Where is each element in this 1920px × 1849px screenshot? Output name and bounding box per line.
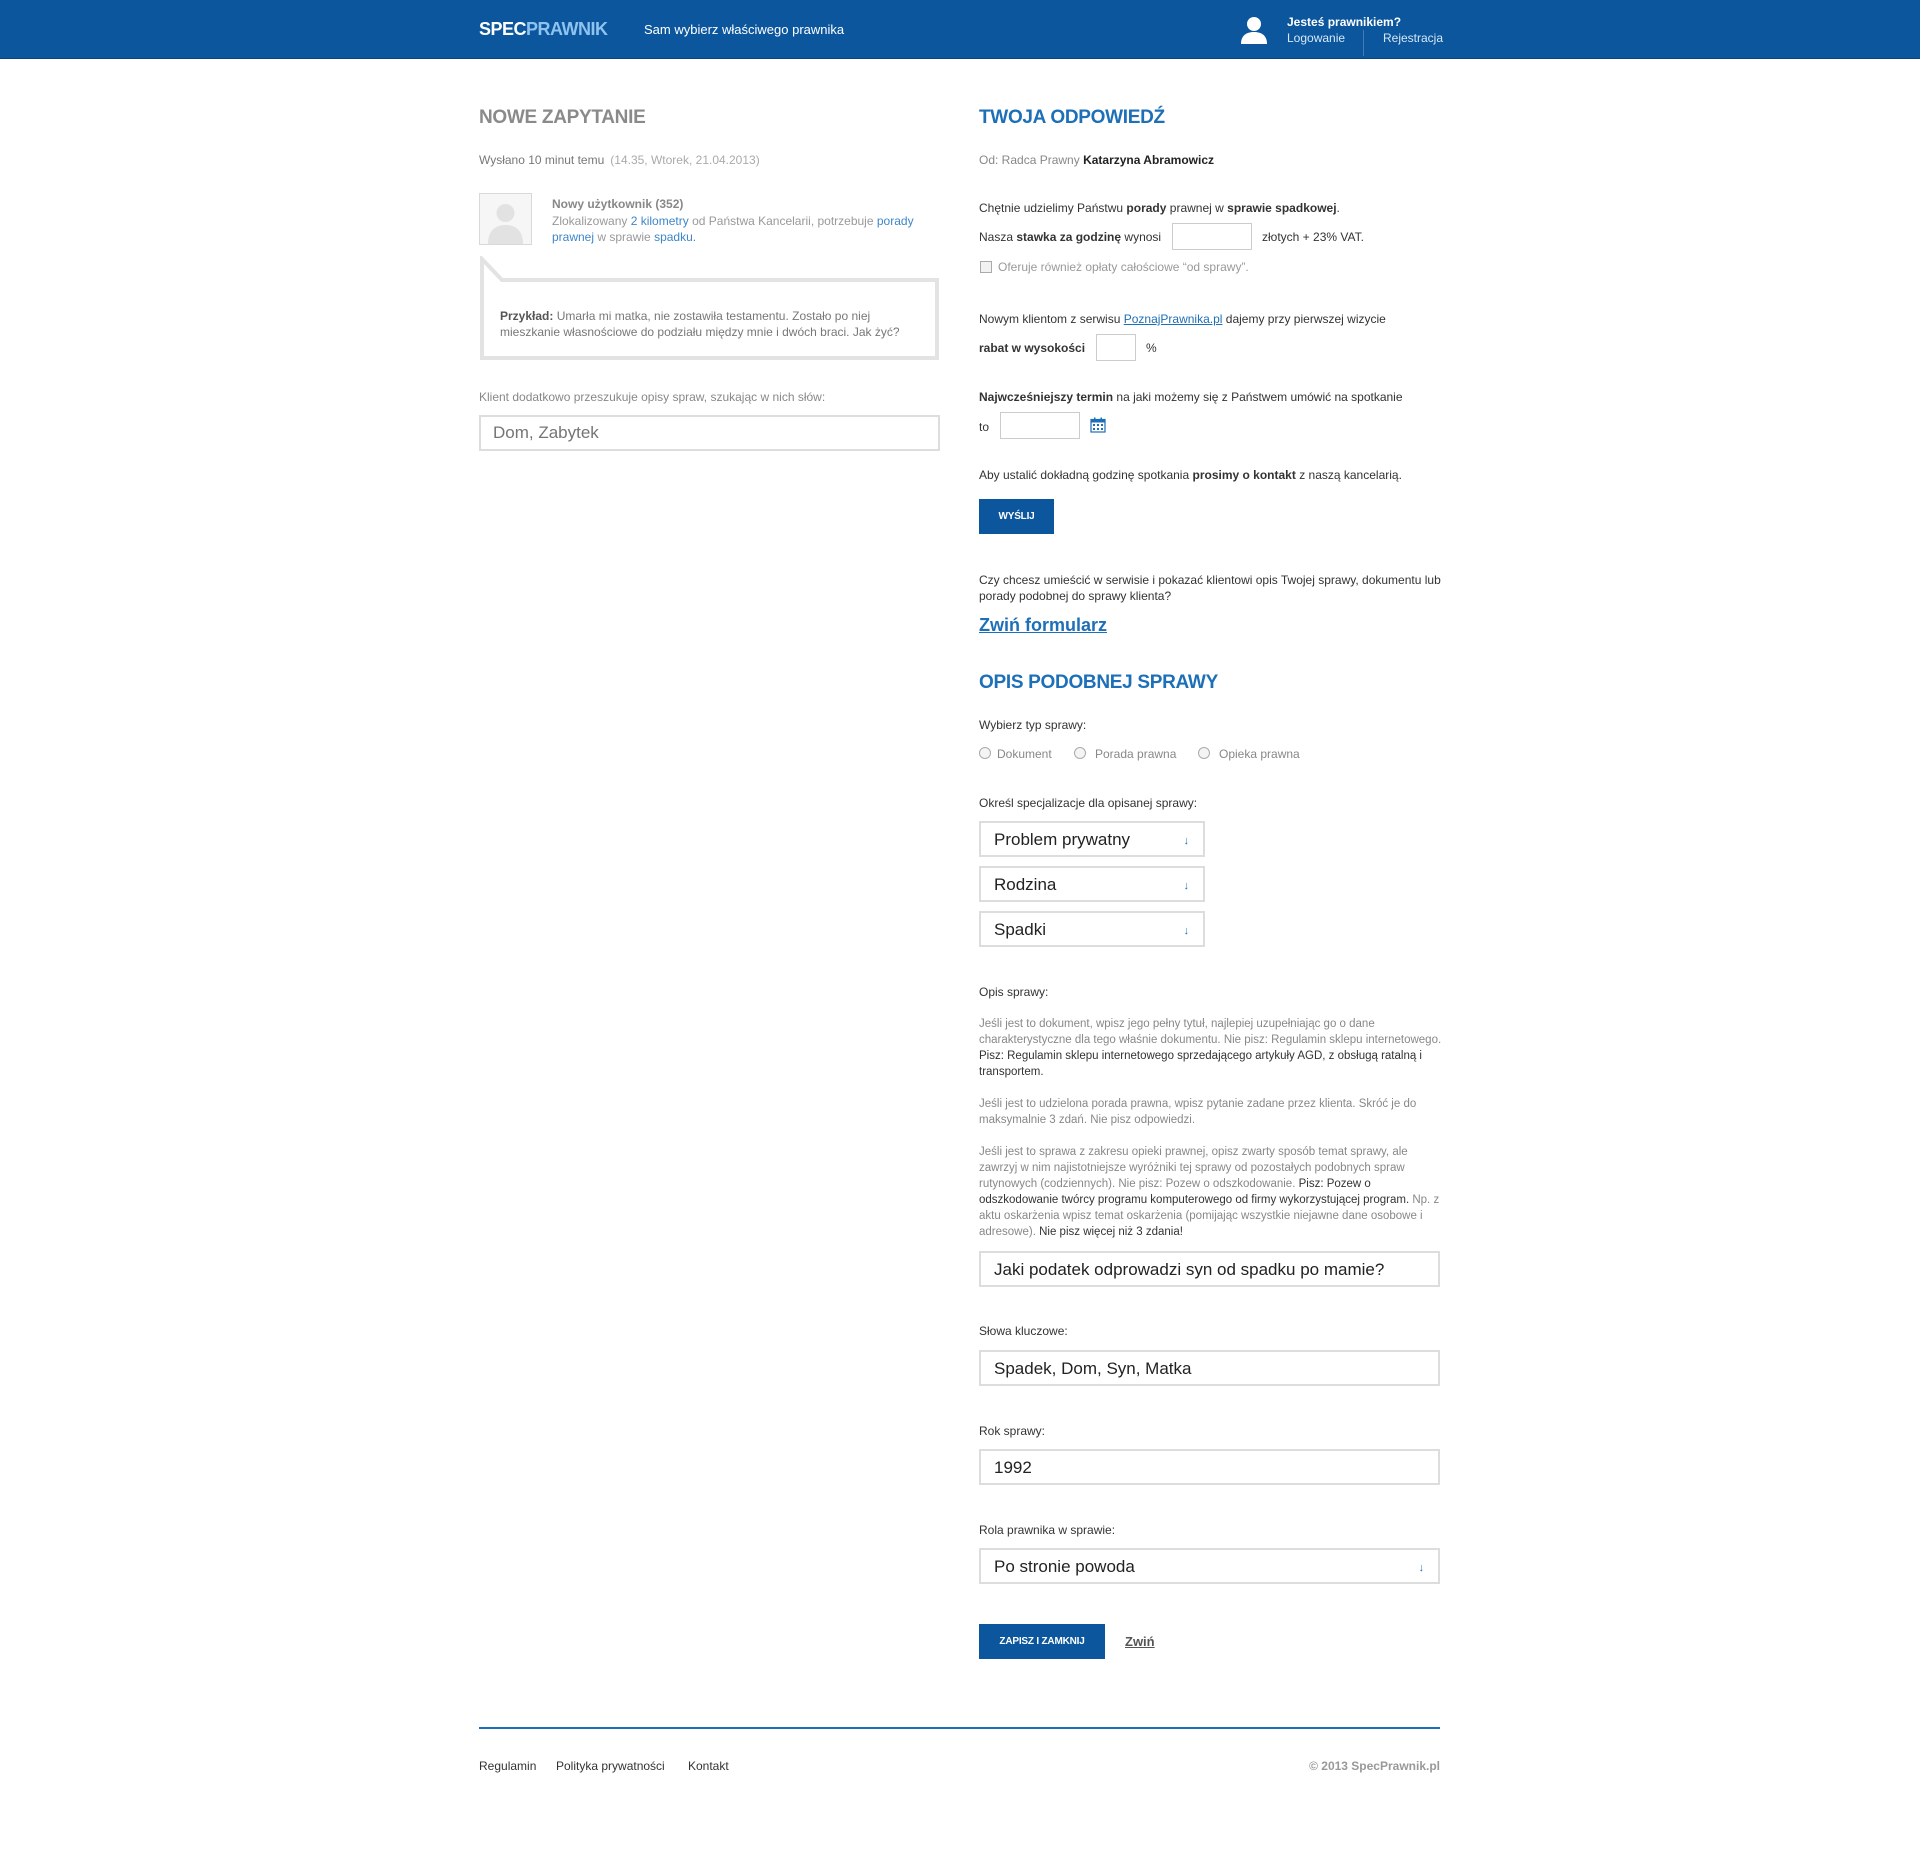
footer-privacy-link[interactable]: Polityka prywatności xyxy=(556,1759,665,1773)
arrow-down-icon: ↓ xyxy=(1418,1562,1424,1574)
inquiry-title: NOWE ZAPYTANIE xyxy=(479,107,646,128)
case-description-value: Jaki podatek odprowadzi syn od spadku po mamie? xyxy=(994,1260,1385,1279)
arrow-down-icon: ↓ xyxy=(1183,880,1189,892)
inquiry-user-description: Zlokalizowany 2 kilometry od Państwa Kancelarii, potrzebuje porady prawnej w sprawie spadku. xyxy=(552,214,914,244)
case-year-label: Rok sprawy: xyxy=(979,1424,1046,1438)
specialization-value-1: Problem prywatny xyxy=(994,830,1131,849)
date-to-label: to xyxy=(979,420,990,434)
from-line: Od: Radca Prawny Katarzyna Abramowicz xyxy=(979,153,1214,167)
similar-case-title: OPIS PODOBNEJ SPRAWY xyxy=(979,672,1218,693)
distance-link[interactable]: 2 kilometry xyxy=(630,214,689,228)
specialization-value-2: Rodzina xyxy=(994,875,1057,894)
logo[interactable]: SPECPRAWNIK xyxy=(479,19,608,39)
poznajprawnika-link[interactable]: PoznajPrawnika.pl xyxy=(1123,312,1223,326)
description-hint-care: Jeśli jest to sprawa z zakresu opieki prawnej, opisz zwarty sposób temat sprawy, ale zawrzyj w nim najistotniejsze wyróżniki tej sprawy od pozostałych podobnych spraw rutynowych (codziennych). Nie pisz: Pozew o odszkodowanie. Pisz: Pozew o odszkodowanie twórcy programu komputerowego od firmy wykorzystującej program. Np. z aktu oskarżenia wpisz temat oskarżenia (pomijając wszystkie niejawne dane osobowe i adresowe). Nie pisz więcej niż 3 zdania! xyxy=(979,1146,1440,1238)
similar-case-question: Czy chcesz umieścić w serwisie i pokazać klientowi opis Twojej sprawy, dokumentu lub porady podobnej do sprawy klienta? xyxy=(979,573,1441,603)
radio-legal-care-label: Opieka prawna xyxy=(1219,747,1300,761)
meeting-date-input[interactable] xyxy=(1000,412,1080,439)
specialization-value-3: Spadki xyxy=(994,920,1046,939)
arrow-down-icon: ↓ xyxy=(1183,835,1189,847)
footer-terms-link[interactable]: Regulamin xyxy=(479,1759,537,1773)
arrow-down-icon: ↓ xyxy=(1183,925,1189,937)
top-bar xyxy=(0,0,1920,59)
flat-fee-checkbox[interactable] xyxy=(980,261,992,273)
avatar-placeholder-icon xyxy=(480,194,531,244)
avatar xyxy=(479,193,532,245)
description-hint-advice: Jeśli jest to udzielona porada prawna, wpisz pytanie zadane przez klienta. Skróć je do maksymalnie 3 zdań. Nie pisz odpowiedzi. xyxy=(979,1098,1417,1126)
specialization-select-3[interactable] xyxy=(979,911,1205,947)
case-description-input[interactable] xyxy=(979,1251,1440,1287)
radio-document-label: Dokument xyxy=(997,747,1052,761)
discount-input[interactable] xyxy=(1096,334,1136,361)
discount-amount-text: rabat w wysokości % xyxy=(979,341,1157,355)
collapse-form-link[interactable]: Zwiń formularz xyxy=(979,615,1108,635)
calendar-icon[interactable] xyxy=(1090,417,1106,433)
keywords-label: Klient dodatkowo przeszukuje opisy spraw, szukając w nich słów: xyxy=(479,390,826,404)
inquiry-user-name: Nowy użytkownik (352) xyxy=(552,197,684,211)
radio-legal-care[interactable] xyxy=(1198,747,1210,759)
specialization-label: Określ specjalizacje dla opisanej sprawy: xyxy=(979,796,1198,810)
sent-info: Wysłano 10 minut temu (14.35, Wtorek, 21.04.2013) xyxy=(479,153,760,167)
case-year-value: 1992 xyxy=(994,1458,1032,1477)
tagline: Sam wybierz właściwego prawnika xyxy=(644,22,845,37)
hourly-rate-text: Nasza stawka za godzinę wynosi złotych + 23% VAT. xyxy=(979,230,1364,244)
specialization-select-1[interactable] xyxy=(979,821,1205,857)
footer-contact-link[interactable]: Kontakt xyxy=(688,1759,729,1773)
contact-text: Aby ustalić dokładną godzinę spotkania prosimy o kontakt z naszą kancelarią. xyxy=(979,468,1402,482)
client-keywords-input[interactable] xyxy=(479,415,940,451)
discount-text: Nowym klientom z serwisu PoznajPrawnika.pl dajemy przy pierwszej wizycie xyxy=(979,312,1386,326)
lawyer-role-label: Rola prawnika w sprawie: xyxy=(979,1523,1116,1537)
lawyer-question: Jesteś prawnikiem? xyxy=(1287,15,1402,29)
radio-legal-advice-label: Porada prawna xyxy=(1095,747,1177,761)
send-button[interactable]: WYŚLIJ xyxy=(979,499,1054,534)
earliest-date-text: Najwcześniejszy termin na jaki możemy się z Państwem umówić na spotkanie xyxy=(979,390,1403,404)
register-link[interactable]: Rejestracja xyxy=(1383,31,1444,45)
lawyer-role-value: Po stronie powoda xyxy=(994,1557,1135,1576)
radio-legal-advice[interactable] xyxy=(1074,747,1086,759)
case-type-label: Wybierz typ sprawy: xyxy=(979,718,1087,732)
radio-document[interactable] xyxy=(979,747,991,759)
hourly-rate-input[interactable] xyxy=(1172,223,1252,250)
collapse-link[interactable]: Zwiń xyxy=(1125,1634,1155,1649)
description-label: Opis sprawy: xyxy=(979,985,1049,999)
answer-title: TWOJA ODPOWIEDŹ xyxy=(979,107,1165,128)
example-text: Przykład: Umarła mi matka, nie zostawiła testamentu. Zostało po niej mieszkanie własnościowe do podziału między mnie i dwóch braci. Jak żyć? xyxy=(500,309,900,339)
footer-divider xyxy=(479,1727,1440,1729)
specialization-select-2[interactable] xyxy=(979,866,1205,902)
inheritance-link[interactable]: spadku. xyxy=(654,230,697,244)
save-and-close-button[interactable]: ZAPISZ I ZAMKNIJ xyxy=(979,1624,1105,1659)
flat-fee-label: Oferuje również opłaty całościowe “od sprawy”. xyxy=(998,260,1249,274)
user-icon xyxy=(1240,15,1268,45)
lawyer-role-select[interactable] xyxy=(979,1548,1440,1584)
keywords-input[interactable] xyxy=(979,1350,1440,1386)
copyright: © 2013 SpecPrawnik.pl xyxy=(1309,1759,1440,1773)
description-hint-document: Jeśli jest to dokument, wpisz jego pełny tytuł, najlepiej uzupełniając go o dane charakterystyczne dla tego właśnie dokumentu. Nie pisz: Regulamin sklepu internetowego. Pisz: Regulamin sklepu internetowego sprzedającego artykuły AGD, z obsługą ratalną i transportem. xyxy=(979,1018,1442,1078)
case-year-input[interactable] xyxy=(979,1449,1440,1485)
login-link[interactable]: Logowanie xyxy=(1287,31,1346,45)
keywords-value: Spadek, Dom, Syn, Matka xyxy=(994,1359,1192,1378)
legal-advice-link[interactable]: porady prawnej xyxy=(552,214,914,244)
offer-text: Chętnie udzielimy Państwu porady prawnej w sprawie spadkowej. xyxy=(979,201,1340,215)
header-divider xyxy=(1363,30,1364,56)
keywords-field-label: Słowa kluczowe: xyxy=(979,1324,1068,1338)
